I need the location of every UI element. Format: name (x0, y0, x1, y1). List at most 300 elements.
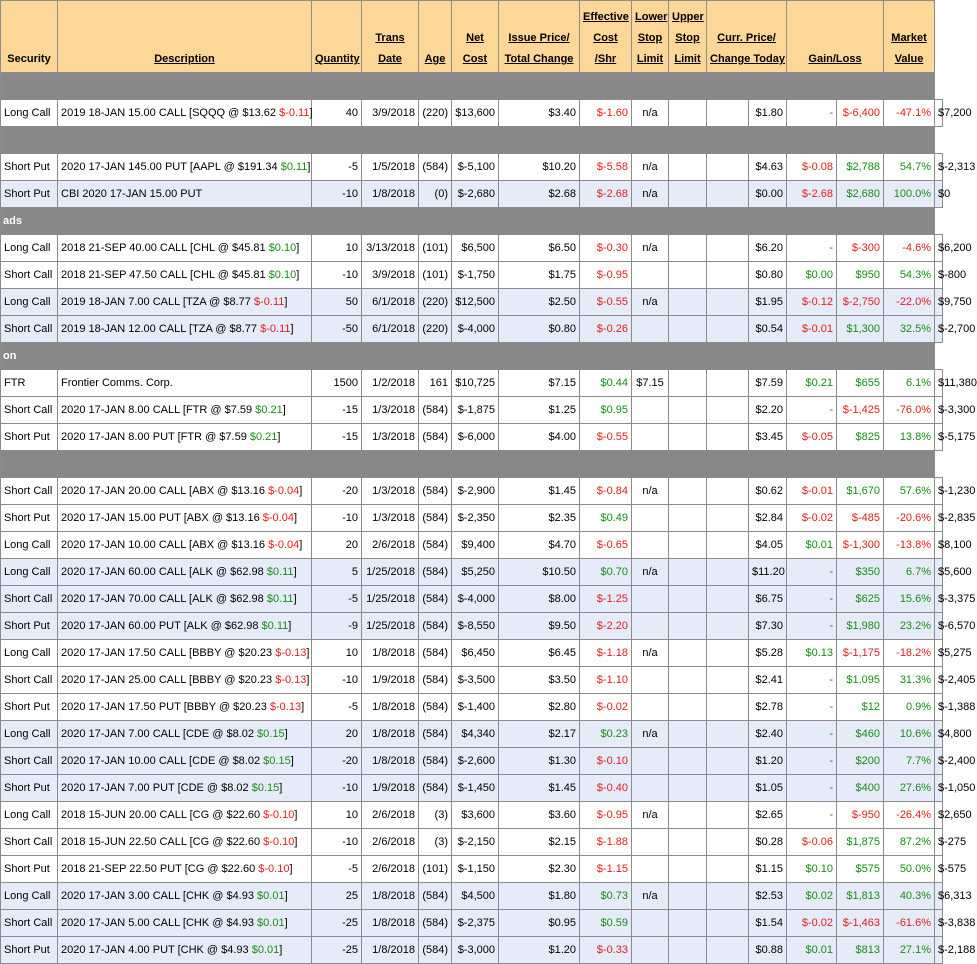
cell-description (58, 883, 312, 910)
cell-trans-date: 6/1/2018 (362, 316, 419, 343)
cell-age: (584) (419, 721, 452, 748)
cell-net-cost: $-3,500 (452, 667, 499, 694)
table-row[interactable] (1, 883, 943, 910)
table-row[interactable] (1, 640, 943, 667)
cell-gain-loss-pct: -47.1% (884, 100, 935, 127)
table-row[interactable] (1, 667, 943, 694)
column-header[interactable] (669, 1, 707, 73)
cell-total-change: $-2.68 (580, 181, 632, 208)
cell-effective-cost (632, 910, 669, 937)
cell-effective-cost (632, 424, 669, 451)
cell-upper-stop (707, 559, 749, 586)
cell-current-price: $7.59 (749, 370, 787, 397)
column-header-label: Value (894, 53, 924, 65)
cell-quantity: 10 (312, 235, 362, 262)
cell-market-value: $2,650 (935, 802, 943, 829)
cell-net-cost: $4,340 (452, 721, 499, 748)
description-end: ] (299, 539, 303, 551)
table-row[interactable] (1, 154, 943, 181)
column-header[interactable] (1, 1, 58, 73)
cell-upper-stop (707, 640, 749, 667)
cell-net-cost: $-1,450 (452, 775, 499, 802)
section-header-row (1, 343, 943, 370)
column-header[interactable] (580, 1, 632, 73)
cell-effective-cost (632, 775, 669, 802)
description-text: 2020 17-JAN 60.00 CALL [ALK @ $62.98 (61, 566, 267, 578)
cell-upper-stop (707, 370, 749, 397)
cell-issue-price: $1.30 (499, 748, 580, 775)
cell-issue-price: $4.00 (499, 424, 580, 451)
cell-effective-cost (632, 667, 669, 694)
cell-lower-stop (669, 424, 707, 451)
table-row[interactable] (1, 748, 943, 775)
description-text: 2020 17-JAN 8.00 CALL [FTR @ $7.59 (61, 404, 256, 416)
cell-age: (584) (419, 667, 452, 694)
column-header-label: Gain/Loss (808, 53, 862, 65)
cell-quantity: 10 (312, 802, 362, 829)
column-header-label: Trans (375, 32, 405, 44)
table-row[interactable] (1, 478, 943, 505)
cell-description (58, 181, 312, 208)
cell-gain-loss-pct: 27.6% (884, 775, 935, 802)
cell-quantity: -5 (312, 586, 362, 613)
cell-lower-stop (669, 829, 707, 856)
cell-age: (584) (419, 478, 452, 505)
table-row[interactable] (1, 424, 943, 451)
cell-issue-price: $2.17 (499, 721, 580, 748)
table-row[interactable] (1, 856, 943, 883)
cell-issue-price: $10.20 (499, 154, 580, 181)
cell-market-value: $-2,400 (935, 748, 943, 775)
cell-upper-stop (707, 505, 749, 532)
cell-description (58, 775, 312, 802)
column-header[interactable] (312, 1, 362, 73)
cell-age: (584) (419, 883, 452, 910)
cell-net-cost: $4,500 (452, 883, 499, 910)
cell-quantity: 20 (312, 721, 362, 748)
cell-gain-loss-pct: 54.7% (884, 154, 935, 181)
cell-current-price: $1.80 (749, 100, 787, 127)
cell-gain-loss: $1,670 (837, 478, 884, 505)
cell-effective-cost: n/a (632, 100, 669, 127)
cell-net-cost: $-2,350 (452, 505, 499, 532)
cell-change-today: - (787, 100, 837, 127)
cell-upper-stop (707, 289, 749, 316)
underlying-change: $0.01 (257, 890, 285, 902)
cell-net-cost: $-2,680 (452, 181, 499, 208)
description-end: ] (284, 890, 288, 902)
cell-net-cost: $-3,000 (452, 937, 499, 964)
cell-issue-price: $0.95 (499, 910, 580, 937)
cell-market-value: $9,750 (935, 289, 943, 316)
description-text: CBI 2020 17-JAN 15.00 PUT (61, 188, 203, 200)
cell-total-change: $-0.02 (580, 694, 632, 721)
cell-gain-loss: $655 (837, 370, 884, 397)
cell-lower-stop (669, 640, 707, 667)
cell-change-today: - (787, 694, 837, 721)
description-end: ] (293, 512, 298, 524)
column-header[interactable] (58, 1, 312, 73)
cell-trans-date: 1/5/2018 (362, 154, 419, 181)
cell-description (58, 235, 312, 262)
cell-security: Short Put (1, 424, 58, 451)
description-end: ] (290, 755, 294, 767)
cell-description (58, 289, 312, 316)
underlying-change: $0.15 (257, 728, 285, 740)
description-end: ] (294, 809, 298, 821)
description-text: 2020 17-JAN 20.00 CALL [ABX @ $13.16 (61, 485, 269, 497)
cell-current-price: $6.20 (749, 235, 787, 262)
cell-net-cost: $-2,600 (452, 748, 499, 775)
cell-age: (584) (419, 613, 452, 640)
column-header[interactable] (707, 1, 787, 73)
table-row[interactable] (1, 505, 943, 532)
column-header-label: Limit (636, 53, 664, 65)
cell-gain-loss: $813 (837, 937, 884, 964)
cell-gain-loss-pct: 27.1% (884, 937, 935, 964)
table-row[interactable] (1, 829, 943, 856)
cell-total-change: $-1.15 (580, 856, 632, 883)
cell-gain-loss: $1,813 (837, 883, 884, 910)
column-header[interactable] (362, 1, 419, 73)
table-row[interactable] (1, 721, 943, 748)
cell-total-change: $-0.26 (580, 316, 632, 343)
cell-upper-stop (707, 856, 749, 883)
cell-trans-date: 3/13/2018 (362, 235, 419, 262)
underlying-change: $-0.10 (263, 809, 295, 821)
cell-gain-loss: $575 (837, 856, 884, 883)
cell-upper-stop (707, 802, 749, 829)
cell-security: Long Call (1, 289, 58, 316)
cell-market-value: $-1,388 (935, 694, 943, 721)
column-header[interactable] (499, 1, 580, 73)
cell-change-today: - (787, 667, 837, 694)
cell-total-change: $-0.65 (580, 532, 632, 559)
cell-current-price: $1.54 (749, 910, 787, 937)
table-row[interactable] (1, 694, 943, 721)
description-end: ] (290, 323, 294, 335)
cell-change-today: $0.01 (787, 532, 837, 559)
cell-quantity: -5 (312, 694, 362, 721)
cell-gain-loss: $-1,463 (837, 910, 884, 937)
underlying-change: $-0.10 (263, 836, 295, 848)
description-end: ] (309, 107, 313, 119)
table-row[interactable] (1, 316, 943, 343)
underlying-change: $0.11 (266, 566, 294, 578)
cell-net-cost: $-2,900 (452, 478, 499, 505)
cell-change-today: $-2.68 (787, 181, 837, 208)
table-row[interactable] (1, 775, 943, 802)
table-row[interactable] (1, 586, 943, 613)
cell-lower-stop (669, 613, 707, 640)
cell-market-value: $6,313 (935, 883, 943, 910)
description-end: ] (284, 917, 288, 929)
cell-market-value: $-6,570 (935, 613, 943, 640)
cell-change-today: $-0.02 (787, 910, 837, 937)
cell-gain-loss: $950 (837, 262, 884, 289)
cell-lower-stop (669, 910, 707, 937)
cell-net-cost: $-4,000 (452, 316, 499, 343)
cell-age: (584) (419, 910, 452, 937)
cell-change-today: - (787, 613, 837, 640)
description-text: 2020 17-JAN 17.50 CALL [BBBY @ $20.23 (61, 647, 276, 659)
underlying-change: $-0.04 (268, 485, 300, 497)
cell-current-price: $0.80 (749, 262, 787, 289)
cell-description (58, 694, 312, 721)
table-row[interactable] (1, 937, 943, 964)
description-end: ] (307, 161, 311, 173)
table-row[interactable] (1, 532, 943, 559)
cell-age: (0) (419, 181, 452, 208)
cell-issue-price: $1.75 (499, 262, 580, 289)
underlying-change: $-0.11 (260, 323, 291, 335)
underlying-change: $-0.04 (268, 539, 300, 551)
cell-description (58, 856, 312, 883)
section-title: on (1, 343, 935, 370)
cell-effective-cost (632, 586, 669, 613)
cell-upper-stop (707, 316, 749, 343)
cell-security: Short Call (1, 829, 58, 856)
cell-total-change: $-0.33 (580, 937, 632, 964)
cell-gain-loss-pct: 100.0% (884, 181, 935, 208)
table-row[interactable] (1, 397, 943, 424)
cell-issue-price: $6.45 (499, 640, 580, 667)
table-row[interactable] (1, 910, 943, 937)
cell-age: (584) (419, 154, 452, 181)
cell-trans-date: 1/9/2018 (362, 775, 419, 802)
cell-net-cost: $-1,750 (452, 262, 499, 289)
cell-current-price: $2.78 (749, 694, 787, 721)
cell-lower-stop (669, 694, 707, 721)
column-header[interactable] (787, 1, 884, 73)
cell-trans-date: 2/6/2018 (362, 802, 419, 829)
cell-market-value: $4,800 (935, 721, 943, 748)
cell-upper-stop (707, 694, 749, 721)
cell-security: Short Call (1, 262, 58, 289)
cell-gain-loss-pct: 13.8% (884, 424, 935, 451)
underlying-change: $0.01 (251, 944, 280, 956)
cell-change-today: $-0.06 (787, 829, 837, 856)
cell-description (58, 910, 312, 937)
cell-gain-loss: $-1,300 (837, 532, 884, 559)
section-header-row (1, 208, 943, 235)
cell-total-change: $-1.10 (580, 667, 632, 694)
cell-issue-price: $1.80 (499, 883, 580, 910)
description-end: ] (284, 728, 288, 740)
cell-effective-cost (632, 532, 669, 559)
underlying-change: $-0.04 (262, 512, 294, 524)
cell-current-price: $1.95 (749, 289, 787, 316)
cell-trans-date: 6/1/2018 (362, 289, 419, 316)
cell-market-value: $-800 (935, 262, 943, 289)
cell-lower-stop (669, 532, 707, 559)
cell-change-today: - (787, 721, 837, 748)
cell-effective-cost: n/a (632, 721, 669, 748)
cell-total-change: $0.49 (580, 505, 632, 532)
table-row[interactable] (1, 262, 943, 289)
cell-gain-loss: $1,095 (837, 667, 884, 694)
table-row[interactable] (1, 235, 943, 262)
cell-issue-price: $1.45 (499, 775, 580, 802)
cell-gain-loss: $825 (837, 424, 884, 451)
cell-issue-price: $2.15 (499, 829, 580, 856)
cell-security: Short Call (1, 586, 58, 613)
cell-current-price: $2.53 (749, 883, 787, 910)
description-text: 2020 17-JAN 3.00 CALL [CHK @ $4.93 (61, 890, 258, 902)
cell-age: 161 (419, 370, 452, 397)
underlying-change: $0.11 (261, 620, 289, 632)
section-title (1, 73, 935, 100)
column-header[interactable] (419, 1, 452, 73)
cell-trans-date: 1/3/2018 (362, 505, 419, 532)
cell-current-price: $0.62 (749, 478, 787, 505)
cell-gain-loss-pct: 40.3% (884, 883, 935, 910)
cell-upper-stop (707, 478, 749, 505)
table-row[interactable] (1, 559, 943, 586)
description-end: ] (296, 242, 300, 254)
cell-net-cost: $6,450 (452, 640, 499, 667)
description-end: ] (293, 593, 297, 605)
section-header-row (1, 451, 943, 478)
cell-security: Short Call (1, 748, 58, 775)
cell-effective-cost: n/a (632, 154, 669, 181)
description-end: ] (282, 404, 286, 416)
cell-lower-stop (669, 775, 707, 802)
cell-change-today: - (787, 397, 837, 424)
cell-market-value: $-275 (935, 829, 943, 856)
column-header[interactable] (632, 1, 669, 73)
cell-issue-price: $4.70 (499, 532, 580, 559)
cell-market-value: $7,200 (935, 100, 943, 127)
cell-upper-stop (707, 883, 749, 910)
cell-quantity: -10 (312, 775, 362, 802)
cell-net-cost: $-4,000 (452, 586, 499, 613)
cell-security: Short Put (1, 505, 58, 532)
column-header-label: Effective (583, 11, 629, 23)
cell-change-today: - (787, 586, 837, 613)
cell-trans-date: 1/3/2018 (362, 397, 419, 424)
cell-issue-price: $2.35 (499, 505, 580, 532)
cell-security: Short Call (1, 667, 58, 694)
cell-quantity: -10 (312, 262, 362, 289)
cell-issue-price: $1.45 (499, 478, 580, 505)
cell-market-value: $-2,405 (935, 667, 943, 694)
cell-issue-price: $2.50 (499, 289, 580, 316)
cell-gain-loss-pct: 6.7% (884, 559, 935, 586)
cell-total-change: $-0.40 (580, 775, 632, 802)
cell-change-today: - (787, 559, 837, 586)
cell-gain-loss: $1,980 (837, 613, 884, 640)
cell-gain-loss-pct: -18.2% (884, 640, 935, 667)
cell-current-price: $2.84 (749, 505, 787, 532)
cell-effective-cost: n/a (632, 640, 669, 667)
cell-description (58, 532, 312, 559)
cell-age: (584) (419, 640, 452, 667)
description-text: Frontier Comms. Corp. (61, 377, 173, 389)
cell-description (58, 424, 312, 451)
cell-age: (584) (419, 532, 452, 559)
cell-current-price: $0.00 (749, 181, 787, 208)
cell-description (58, 397, 312, 424)
cell-security: Short Call (1, 316, 58, 343)
column-header[interactable] (452, 1, 499, 73)
table-row[interactable] (1, 802, 943, 829)
underlying-change: $0.15 (251, 782, 280, 794)
cell-change-today: $-0.02 (787, 505, 837, 532)
table-row[interactable] (1, 100, 943, 127)
cell-issue-price: $10.50 (499, 559, 580, 586)
cell-total-change: $-1.25 (580, 586, 632, 613)
cell-description (58, 559, 312, 586)
description-end: ] (289, 863, 293, 875)
underlying-change: $-0.13 (275, 674, 307, 686)
description-text: 2020 17-JAN 5.00 CALL [CHK @ $4.93 (61, 917, 258, 929)
description-text: 2020 17-JAN 10.00 CALL [CDE @ $8.02 (61, 755, 264, 767)
table-row[interactable] (1, 289, 943, 316)
cell-net-cost: $-1,150 (452, 856, 499, 883)
table-row[interactable] (1, 613, 943, 640)
cell-lower-stop (669, 748, 707, 775)
description-end: ] (294, 836, 298, 848)
cell-change-today: - (787, 802, 837, 829)
cell-gain-loss-pct: -13.8% (884, 532, 935, 559)
cell-lower-stop (669, 883, 707, 910)
column-header[interactable] (884, 1, 935, 73)
cell-issue-price: $2.68 (499, 181, 580, 208)
description-text: 2018 15-JUN 22.50 CALL [CG @ $22.60 (61, 836, 264, 848)
cell-age: (101) (419, 235, 452, 262)
description-text: 2020 17-JAN 25.00 CALL [BBBY @ $20.23 (61, 674, 276, 686)
description-text: 2020 17-JAN 4.00 PUT [CHK @ $4.93 (61, 944, 252, 956)
cell-quantity: -15 (312, 397, 362, 424)
cell-description (58, 262, 312, 289)
cell-change-today: $0.02 (787, 883, 837, 910)
cell-upper-stop (707, 613, 749, 640)
cell-market-value: $-1,230 (935, 478, 943, 505)
cell-quantity: 1500 (312, 370, 362, 397)
cell-upper-stop (707, 829, 749, 856)
cell-lower-stop (669, 154, 707, 181)
cell-total-change: $-2.20 (580, 613, 632, 640)
cell-change-today: $0.21 (787, 370, 837, 397)
cell-total-change: $0.44 (580, 370, 632, 397)
table-row[interactable] (1, 181, 943, 208)
cell-gain-loss-pct: 23.2% (884, 613, 935, 640)
cell-quantity: -10 (312, 181, 362, 208)
cell-total-change: $-0.55 (580, 289, 632, 316)
cell-current-price: $2.20 (749, 397, 787, 424)
cell-quantity: -10 (312, 829, 362, 856)
cell-change-today: - (787, 235, 837, 262)
cell-description (58, 721, 312, 748)
description-text: 2020 17-JAN 7.00 PUT [CDE @ $8.02 (61, 782, 252, 794)
cell-gain-loss-pct: -76.0% (884, 397, 935, 424)
cell-gain-loss-pct: 57.6% (884, 478, 935, 505)
cell-gain-loss-pct: 10.6% (884, 721, 935, 748)
table-row[interactable] (1, 370, 943, 397)
cell-security: Long Call (1, 532, 58, 559)
column-header-label: Change Today (710, 53, 785, 65)
cell-security: Short Put (1, 694, 58, 721)
cell-gain-loss-pct: 32.5% (884, 316, 935, 343)
cell-quantity: 20 (312, 532, 362, 559)
cell-gain-loss-pct: -20.6% (884, 505, 935, 532)
description-end: ] (279, 782, 283, 794)
cell-age: (3) (419, 802, 452, 829)
cell-net-cost: $10,725 (452, 370, 499, 397)
cell-total-change: $-0.95 (580, 802, 632, 829)
cell-market-value: $6,200 (935, 235, 943, 262)
